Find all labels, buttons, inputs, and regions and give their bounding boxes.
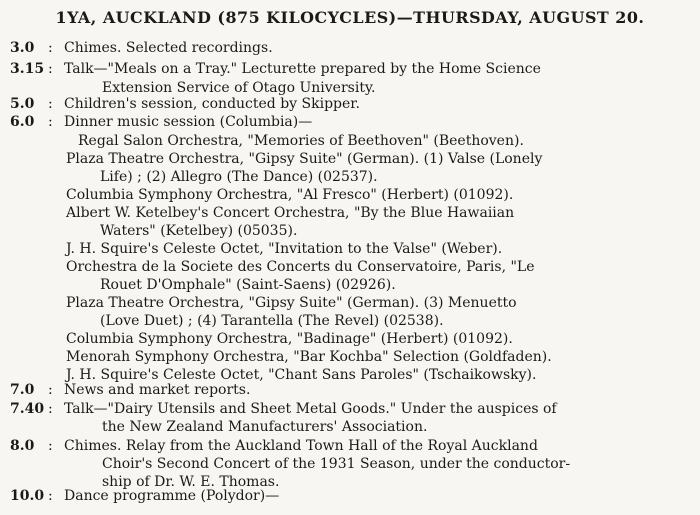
selection-item: Menorah Symphony Orchestra, "Bar Kochba" Selection (Goldfaden). <box>66 349 552 365</box>
entry-text-continued: Choir's Second Concert of the 1931 Season, under the conductor- <box>102 456 571 472</box>
selection-item: J. H. Squire's Celeste Octet, "Chant Sans Paroles" (Tschaikowsky). <box>66 367 537 383</box>
entry-time: 10.0 <box>10 488 45 504</box>
entry-text-continued: Extension Service of Otago University. <box>102 80 376 96</box>
entry-text: Talk—"Meals on a Tray." Lecturette prepared by the Home Science <box>64 61 541 77</box>
entry-colon: : <box>48 40 53 56</box>
entry-time: 8.0 <box>10 438 35 454</box>
selection-item-continued: Waters" (Ketelbey) (05035). <box>100 223 298 239</box>
entry-colon: : <box>48 401 53 417</box>
entry-text: Dinner music session (Columbia)— <box>64 114 313 130</box>
selection-item: Orchestra de la Societe des Concerts du Conservatoire, Paris, "Le <box>66 259 535 275</box>
entry-time: 3.15 <box>10 61 45 77</box>
entry-time: 7.40 <box>10 401 45 417</box>
selection-item-continued: Rouet D'Omphale" (Saint-Saens) (02926). <box>100 277 396 293</box>
entry-text: Talk—"Dairy Utensils and Sheet Metal Goods." Under the auspices of <box>64 401 557 417</box>
entry-text: News and market reports. <box>64 382 251 398</box>
entry-colon: : <box>48 438 53 454</box>
entry-colon: : <box>48 114 53 130</box>
entry-text-continued: the New Zealand Manufacturers' Association. <box>102 419 428 435</box>
selection-item: Albert W. Ketelbey's Concert Orchestra, "By the Blue Hawaiian <box>66 205 515 221</box>
entry-text: Chimes. Relay from the Auckland Town Hall of the Royal Auckland <box>64 438 538 454</box>
selection-item-continued: Life) ; (2) Allegro (The Dance) (02537). <box>100 169 378 185</box>
entry-text: Dance programme (Polydor)— <box>64 488 280 504</box>
selection-item: Columbia Symphony Orchestra, "Badinage" (Herbert) (01092). <box>66 331 513 347</box>
entry-time: 5.0 <box>10 96 35 112</box>
selection-item: Plaza Theatre Orchestra, "Gipsy Suite" (German). (1) Valse (Lonely <box>66 151 543 167</box>
selection-item: J. H. Squire's Celeste Octet, "Invitation to the Valse" (Weber). <box>66 241 503 257</box>
selection-item: Columbia Symphony Orchestra, "Al Fresco" (Herbert) (01092). <box>66 187 514 203</box>
selection-item: Plaza Theatre Orchestra, "Gipsy Suite" (German). (3) Menuetto <box>66 295 517 311</box>
selection-item-continued: (Love Duet) ; (4) Tarantella (The Revel) (02538). <box>100 313 444 329</box>
station-heading: 1YA, AUCKLAND (875 KILOCYCLES)—THURSDAY, AUGUST 20. <box>55 8 645 27</box>
entry-time: 6.0 <box>10 114 35 130</box>
entry-colon: : <box>48 382 53 398</box>
entry-text-continued: ship of Dr. W. E. Thomas. <box>102 474 280 490</box>
entry-text: Chimes. Selected recordings. <box>64 40 273 56</box>
entry-colon: : <box>48 488 53 504</box>
entry-colon: : <box>48 61 53 77</box>
entry-text: Children's session, conducted by Skipper. <box>64 96 360 112</box>
entry-time: 3.0 <box>10 40 35 56</box>
selection-item: Regal Salon Orchestra, "Memories of Beethoven" (Beethoven). <box>78 133 524 149</box>
entry-colon: : <box>48 96 53 112</box>
entry-time: 7.0 <box>10 382 35 398</box>
